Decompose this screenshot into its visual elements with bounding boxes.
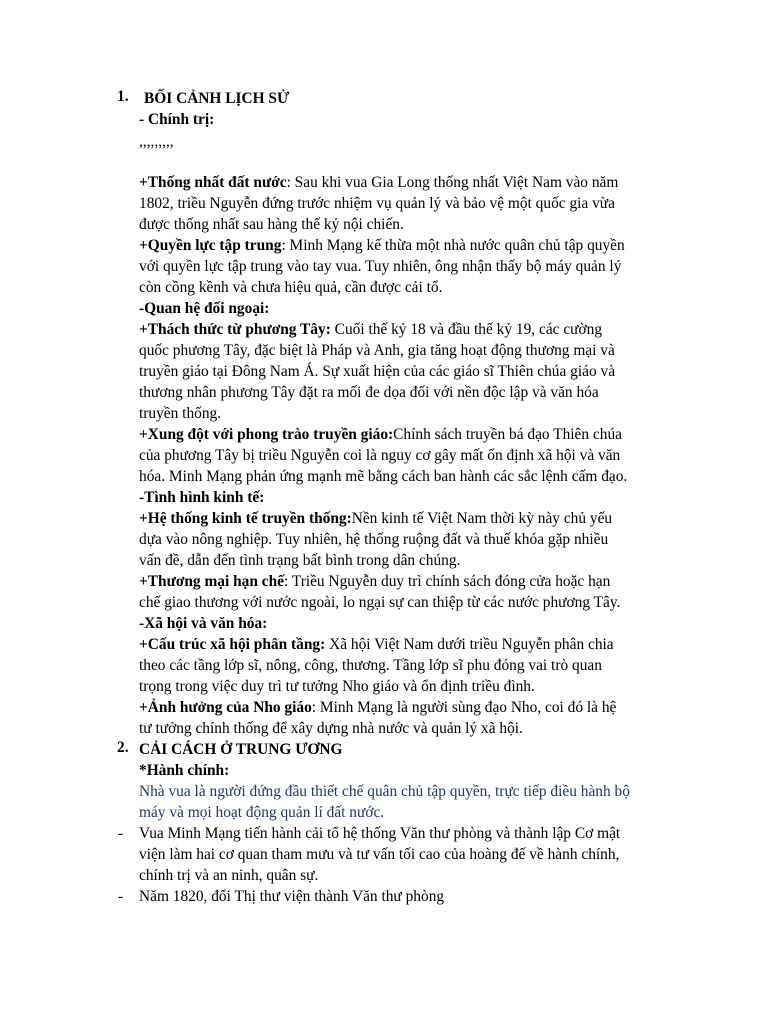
bullet-2-dash: - (118, 888, 124, 905)
paragraph-6-text: : Triều Nguyễn duy trì chính sách đóng cửa hoặc hạn (283, 573, 611, 590)
paragraph-5-line-1 (139, 508, 612, 529)
paragraph-1-line-1 (139, 172, 618, 193)
paragraph-4-text: Chính sách truyền bá đạo Thiên chúa (393, 426, 622, 443)
bullet-1-line-3: chính trị và an ninh, quân sự. (139, 867, 319, 884)
paragraph-3-line-5: truyền thống. (139, 405, 222, 422)
paragraph-2-label: +Quyền lực tập trung (139, 237, 282, 254)
paragraph-8-label: +Ảnh hưởng của Nho giáo (139, 699, 312, 716)
paragraph-7-label: +Cấu trúc xã hội phân tầng: (139, 636, 326, 653)
paragraph-3-line-2: quốc phương Tây, đặc biệt là Pháp và Anh, gia tăng hoạt động thương mại và (139, 342, 615, 359)
paragraph-4-line-1 (139, 424, 622, 445)
paragraph-4-line-3: hóa. Minh Mạng phản ứng mạnh mẽ bằng cách ban hành các sắc lệnh cấm đạo. (139, 468, 628, 485)
paragraph-5-label: +Hệ thống kinh tế truyền thống: (139, 510, 352, 527)
paragraph-3-label: +Thách thức từ phương Tây: (139, 321, 331, 338)
section-1-title: BỐI CẢNH LỊCH SỬ (144, 90, 290, 107)
blue-paragraph-line-2: máy và mọi hoạt động quản lí đất nước. (139, 804, 385, 821)
paragraph-6-line-1 (139, 571, 610, 592)
paragraph-3-line-3: truyền giáo tại Đông Nam Á. Sự xuất hiện của các giáo sĩ Thiên chúa giáo và (139, 363, 616, 380)
paragraph-5-text: Nền kinh tế Việt Nam thời kỳ này chủ yếu (351, 510, 613, 527)
paragraph-8-line-2: tư tưởng chính thống để xây dựng nhà nước và quản lý xã hội. (139, 720, 523, 737)
bullet-1-dash: - (118, 825, 124, 842)
bullet-1-line-1: Vua Minh Mạng tiến hành cải tổ hệ thống Văn thư phòng và thành lập Cơ mật (139, 825, 621, 842)
bullet-2-line-1: Năm 1820, đổi Thị thư viện thành Văn thư phòng (139, 888, 445, 905)
paragraph-1-line-2: 1802, triều Nguyễn đứng trước nhiệm vụ quản lý và bảo vệ một quốc gia vừa (139, 195, 615, 212)
blue-paragraph-line-1: Nhà vua là người đứng đầu thiết chế quân chủ tập quyền, trực tiếp điều hành bộ (139, 783, 630, 800)
paragraph-5-line-2: dựa vào nông nghiệp. Tuy nhiên, hệ thống ruộng đất và thuế khóa gặp nhiều (139, 531, 609, 548)
foreign-relations-heading: -Quan hệ đối ngoại: (139, 300, 270, 317)
paragraph-1-label: +Thống nhất đất nước (139, 174, 287, 191)
paragraph-2-line-1 (139, 235, 625, 256)
bullet-1-line-2: viện làm hai cơ quan tham mưu và tư vấn tối cao của hoàng đế về hành chính, (139, 846, 620, 863)
economy-heading: -Tình hình kinh tế: (139, 489, 265, 506)
paragraph-6-line-2: chế giao thương với nước ngoài, lo ngại sự can thiệp từ các nước phương Tây. (139, 594, 621, 611)
paragraph-1-line-3: được thống nhất sau hàng thế kỷ nội chiến. (139, 216, 404, 233)
paragraph-8-line-1 (139, 697, 616, 718)
paragraph-4-line-2: của phương Tây bị triều Nguyễn coi là nguy cơ gây mất ổn định xã hội và văn (139, 447, 621, 464)
society-heading: -Xã hội và văn hóa: (139, 615, 268, 632)
paragraph-4-label: +Xung đột với phong trào truyền giáo: (139, 426, 394, 443)
section-2-number: 2. (117, 739, 129, 756)
paragraph-7-line-1 (139, 634, 614, 655)
section-1-number: 1. (117, 88, 129, 105)
politics-heading: - Chính trị: (139, 111, 215, 128)
paragraph-5-line-3: vấn đề, dẫn đến tình trạng bất bình trong dân chúng. (139, 552, 461, 569)
paragraph-7-text: Xã hội Việt Nam dưới triều Nguyễn phân chia (325, 636, 614, 653)
quote-marks: ,,,,,,,,, (139, 133, 174, 150)
administration-heading: *Hành chính: (139, 762, 230, 779)
paragraph-3-line-4: thương nhân phương Tây đặt ra mối đe dọa đối với nền độc lập và văn hóa (139, 384, 599, 401)
section-2-title: CẢI CÁCH Ở TRUNG ƯƠNG (139, 741, 343, 758)
paragraph-3-text: Cuối thế kỷ 18 và đầu thế kỷ 19, các cường (330, 321, 603, 338)
paragraph-3-line-1 (139, 319, 602, 340)
paragraph-7-line-3: trọng trong việc duy trì tư tưởng Nho giáo và ổn định triều đình. (139, 678, 535, 695)
paragraph-2-line-3: còn cồng kềnh và chưa hiệu quả, cần được cải tổ. (139, 279, 443, 296)
paragraph-6-label: +Thương mại hạn chế (139, 573, 284, 590)
paragraph-2-line-2: với quyền lực tập trung vào tay vua. Tuy nhiên, ông nhận thấy bộ máy quản lý (139, 258, 622, 275)
paragraph-8-text: : Minh Mạng là người sùng đạo Nho, coi đó là hệ (311, 699, 617, 716)
paragraph-2-text: : Minh Mạng kế thừa một nhà nước quân chủ tập quyền (281, 237, 625, 254)
paragraph-7-line-2: theo các tầng lớp sĩ, nông, công, thương. Tầng lớp sĩ phu đóng vai trò quan (139, 657, 602, 674)
paragraph-1-text: : Sau khi vua Gia Long thống nhất Việt Nam vào năm (286, 174, 619, 191)
